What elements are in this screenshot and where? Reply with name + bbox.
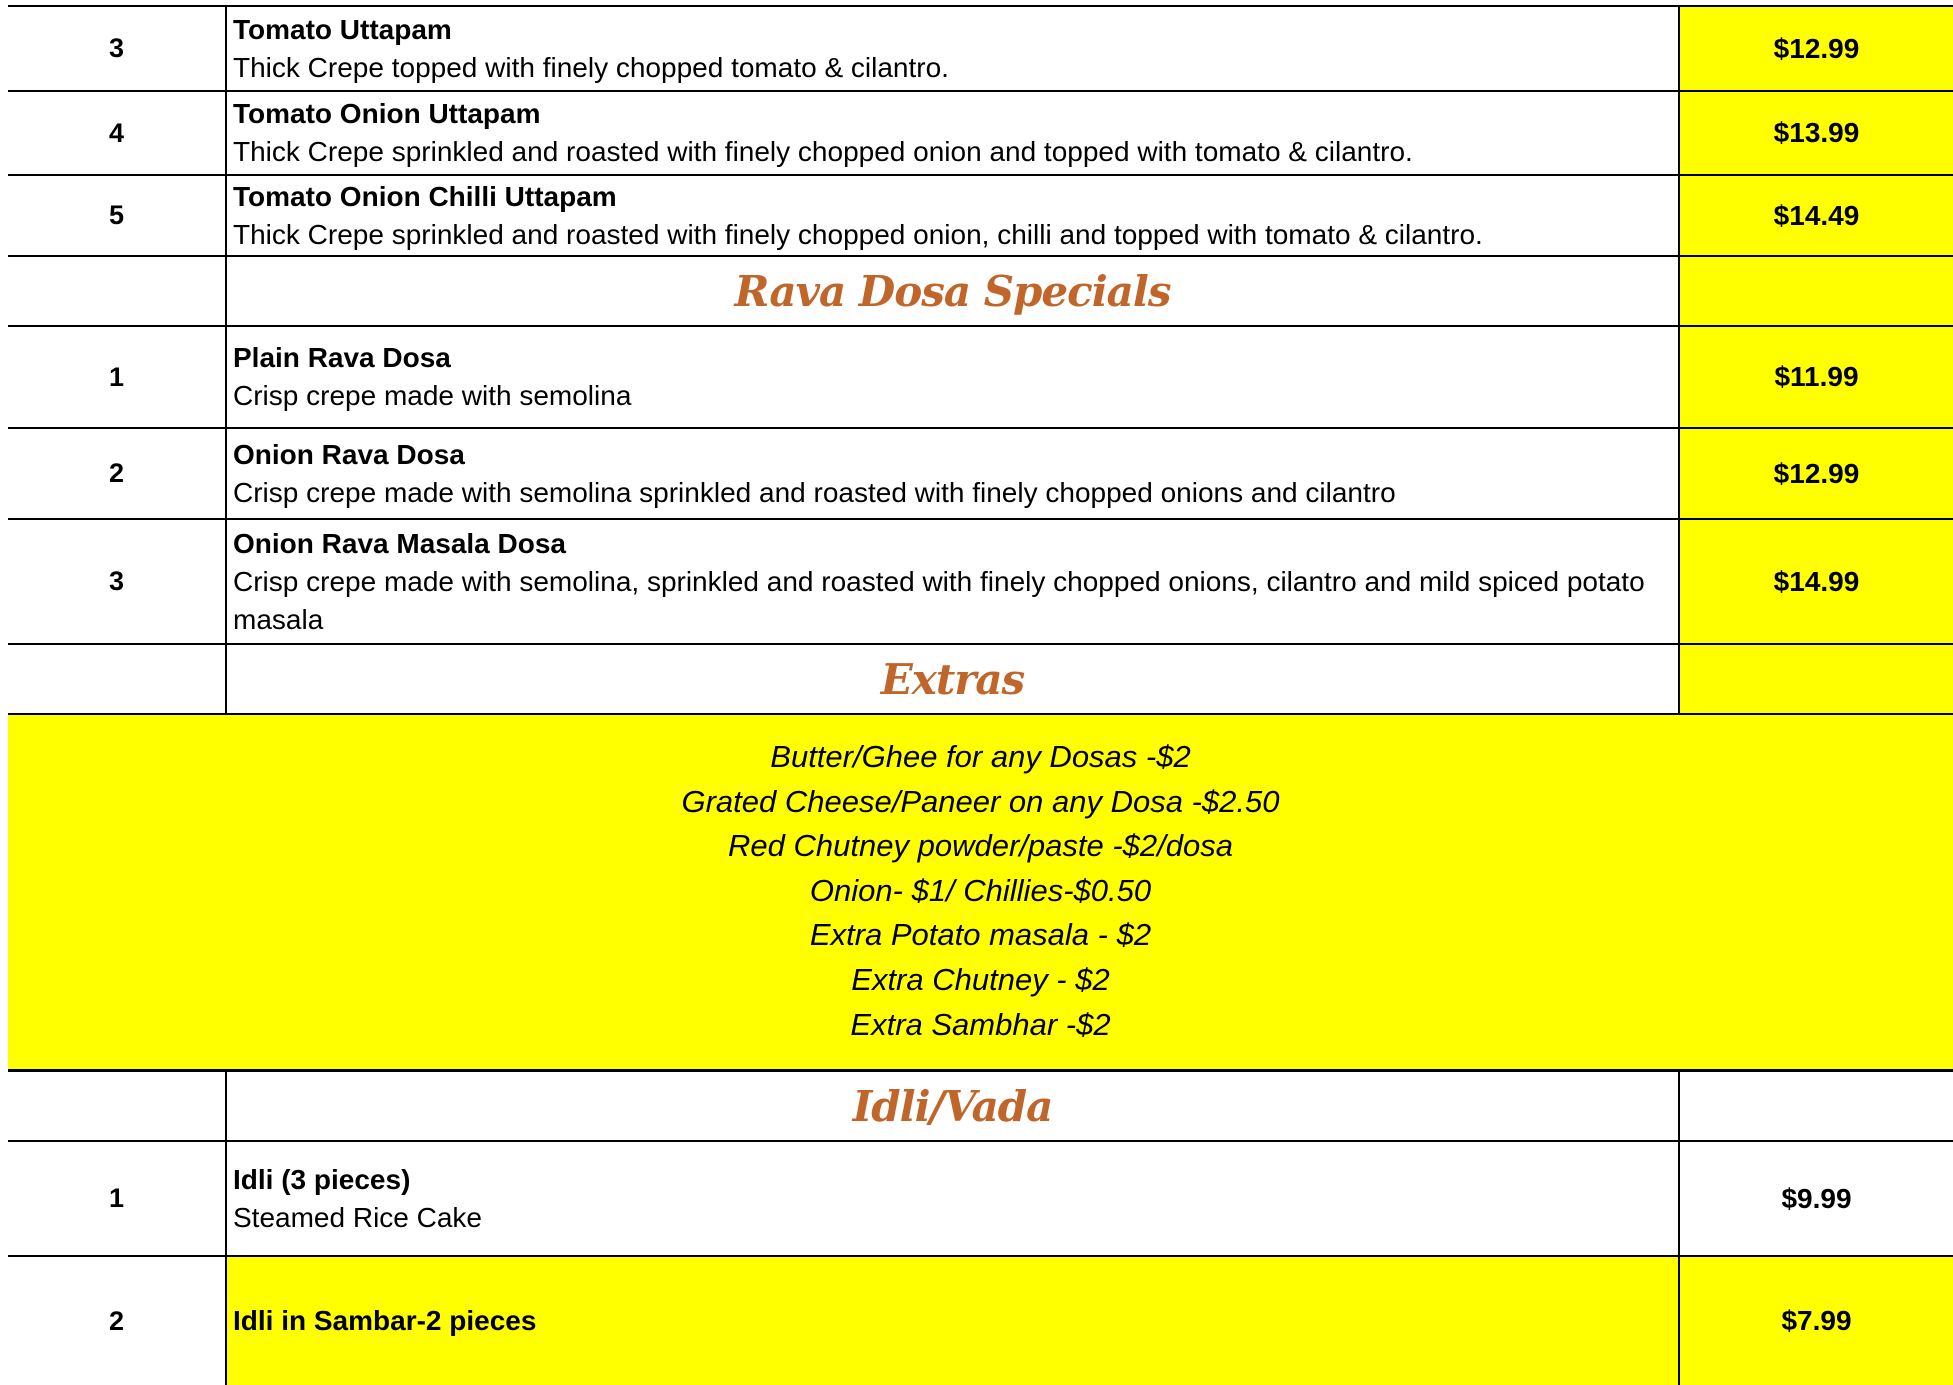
item-description: Thick Crepe topped with finely chopped tomato & cilantro. bbox=[233, 51, 949, 83]
section-title-cell bbox=[227, 645, 1680, 713]
item-number: 5 bbox=[8, 176, 227, 255]
extras-line: Extra Sambhar -$2 bbox=[850, 1006, 1111, 1042]
section-header-row bbox=[8, 643, 1953, 713]
item-price: $7.99 bbox=[1680, 1257, 1953, 1385]
item-price: $12.99 bbox=[1680, 7, 1953, 90]
item-number: 4 bbox=[8, 92, 227, 174]
item-price: $12.99 bbox=[1680, 429, 1953, 518]
item-details bbox=[227, 1257, 1680, 1385]
item-details bbox=[227, 327, 1680, 427]
item-number: 2 bbox=[8, 429, 227, 518]
item-name: Tomato Uttapam bbox=[233, 13, 452, 45]
menu-row bbox=[8, 90, 1953, 174]
extras-line: Extra Potato masala - $2 bbox=[809, 917, 1152, 953]
extras-line: Extra Chutney - $2 bbox=[851, 961, 1110, 997]
item-details bbox=[227, 176, 1680, 255]
extras-line: Butter/Ghee for any Dosas -$2 bbox=[770, 739, 1191, 774]
item-details bbox=[227, 1142, 1680, 1255]
section-title-cell bbox=[227, 257, 1680, 325]
empty-number-cell bbox=[8, 645, 227, 713]
item-price: $14.49 bbox=[1680, 176, 1953, 255]
item-details bbox=[227, 92, 1680, 174]
menu-row bbox=[8, 518, 1953, 643]
item-description: Steamed Rice Cake bbox=[233, 1201, 483, 1233]
empty-price-cell bbox=[1680, 1072, 1953, 1140]
item-number: 1 bbox=[8, 1142, 227, 1255]
menu-row bbox=[8, 5, 1953, 90]
item-name: Tomato Onion Uttapam bbox=[233, 98, 541, 129]
extras-list bbox=[8, 713, 1953, 1069]
item-number: 3 bbox=[8, 7, 227, 90]
item-name: Idli (3 pieces) bbox=[233, 1163, 411, 1195]
menu-row bbox=[8, 1255, 1953, 1385]
item-description: Crisp crepe made with semolina, sprinkled and roasted with finely chopped onions, cilantro and mild spiced potato masala bbox=[233, 565, 1645, 635]
extras-line: Onion- $1/ Chillies-$0.50 bbox=[809, 872, 1152, 908]
extras-line: Red Chutney powder/paste -$2/dosa bbox=[728, 828, 1233, 864]
item-description: Crisp crepe made with semolina bbox=[233, 380, 632, 411]
section-title-cell bbox=[227, 1072, 1680, 1140]
section-header-row bbox=[8, 255, 1953, 325]
menu-row bbox=[8, 325, 1953, 427]
menu-table bbox=[8, 5, 1953, 1385]
item-price: $9.99 bbox=[1781, 1182, 1852, 1214]
item-details bbox=[227, 429, 1680, 518]
empty-number-cell bbox=[8, 257, 227, 325]
empty-number-cell bbox=[8, 1072, 227, 1140]
menu-row bbox=[8, 427, 1953, 518]
item-price: $13.99 bbox=[1680, 92, 1953, 174]
section-header-row bbox=[8, 1069, 1953, 1140]
item-name: Onion Rava Masala Dosa bbox=[233, 527, 567, 559]
section-title-idli: Idli/Vada bbox=[852, 1081, 1053, 1131]
item-name: Plain Rava Dosa bbox=[233, 342, 451, 373]
section-title-rava: Rava Dosa Specials bbox=[734, 266, 1171, 316]
item-details bbox=[227, 520, 1680, 643]
menu-row bbox=[8, 174, 1953, 255]
item-price: $11.99 bbox=[1680, 327, 1953, 427]
item-price: $14.99 bbox=[1680, 520, 1953, 643]
item-name: Onion Rava Dosa bbox=[233, 438, 465, 470]
item-details bbox=[227, 7, 1680, 90]
item-description: Thick Crepe sprinkled and roasted with finely chopped onion and topped with tomato & cilantro. bbox=[233, 136, 1413, 167]
section-title-extras: Extras bbox=[880, 654, 1025, 704]
item-name: Tomato Onion Chilli Uttapam bbox=[233, 180, 617, 212]
menu-row bbox=[8, 1140, 1953, 1255]
empty-price-cell bbox=[1680, 257, 1953, 325]
extras-line: Grated Cheese/Paneer on any Dosa -$2.50 bbox=[681, 783, 1280, 819]
item-description: Crisp crepe made with semolina sprinkled and roasted with finely chopped onions and cilantro bbox=[233, 476, 1396, 508]
item-number: 3 bbox=[8, 520, 227, 643]
item-number: 2 bbox=[8, 1257, 227, 1385]
empty-price-cell bbox=[1680, 645, 1953, 713]
item-description: Thick Crepe sprinkled and roasted with finely chopped onion, chilli and topped with tomato & cilantro. bbox=[233, 218, 1483, 250]
item-number: 1 bbox=[8, 327, 227, 427]
item-name: Idli in Sambar-2 pieces bbox=[233, 1305, 537, 1336]
